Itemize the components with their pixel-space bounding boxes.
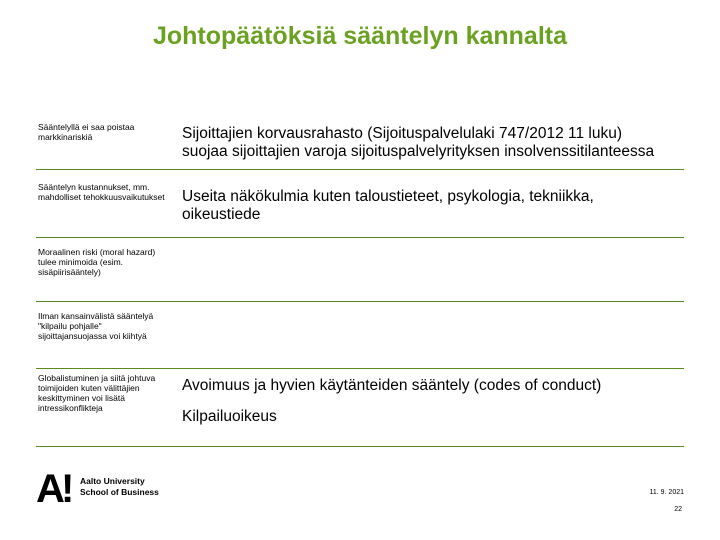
row-label: Sääntelyn kustannukset, mm. mahdolliset tehokkuusvaikutukset bbox=[38, 182, 165, 202]
row-text: Sijoittajien korvausrahasto (Sijoituspalvelulaki 747/2012 11 luku) suojaa sijoittajien varoja sijoituspalvelyrityksen insolvenssitilanteessa bbox=[182, 125, 655, 160]
row-label: Ilman kansainvälistä sääntelyä "kilpailu pohjalle" sijoittajansuojassa voi kiihtyä bbox=[38, 311, 154, 341]
aalto-logo bbox=[36, 467, 176, 511]
logo-letter: A bbox=[36, 467, 65, 511]
logo-mark: ! bbox=[61, 467, 75, 511]
table-row bbox=[36, 237, 684, 302]
row-label: Sääntelyllä ei saa poistaa markkinariskiä bbox=[38, 122, 135, 142]
table-row bbox=[36, 368, 684, 447]
table-row bbox=[36, 169, 684, 238]
page-number: 22 bbox=[674, 506, 682, 513]
logo-text bbox=[80, 476, 159, 498]
table-row bbox=[36, 301, 684, 369]
slide-title: Johtopäätöksiä sääntelyn kannalta bbox=[152, 22, 568, 50]
row-text-secondary: Kilpailuoikeus bbox=[182, 408, 277, 425]
row-label: Moraalinen riski (moral hazard) tulee minimoida (esim. sisäpiirisääntely) bbox=[38, 247, 156, 277]
table-row bbox=[36, 118, 684, 170]
row-text: Useita näkökulmia kuten taloustieteet, psykologia, tekniikka, oikeustiede bbox=[182, 188, 594, 223]
logo-line1: Aalto University bbox=[80, 476, 145, 486]
row-text: Avoimuus ja hyvien käytänteiden sääntely (codes of conduct) bbox=[182, 377, 602, 394]
row-label: Globalistuminen ja siitä johtuva toimijoiden kuten välittäjien keskittyminen voi lisätä intressikonflikteja bbox=[38, 373, 156, 413]
logo-line2: School of Business bbox=[80, 487, 159, 497]
footer-date: 11. 9. 2021 bbox=[649, 489, 684, 496]
